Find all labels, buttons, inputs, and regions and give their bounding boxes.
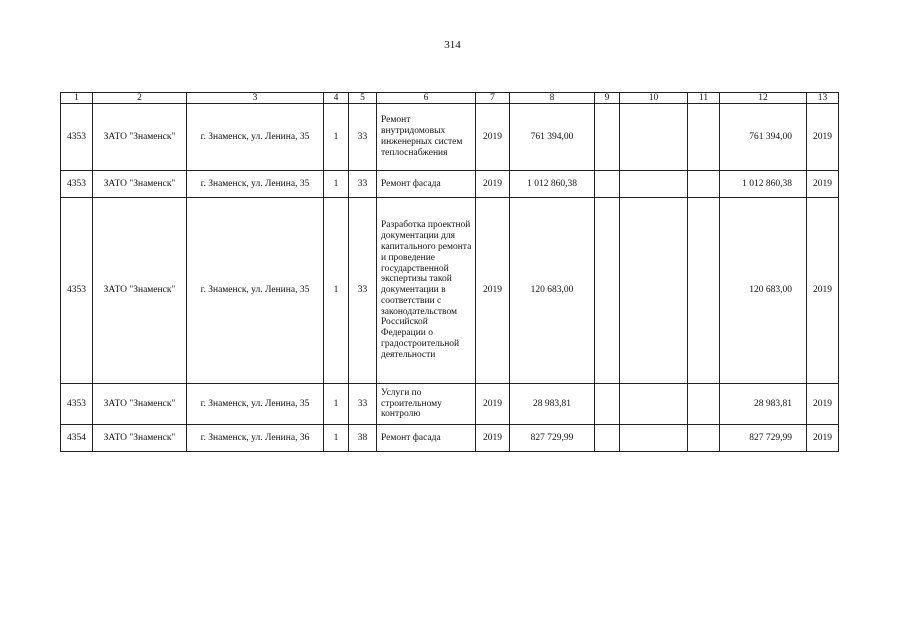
total-cell: 827 729,99 (720, 425, 807, 452)
address-cell: г. Знаменск, ул. Ленина, 36 (187, 425, 324, 452)
page-number: 314 (444, 39, 461, 51)
repair-registry-table (60, 92, 839, 452)
total-cell: 120 683,00 (720, 198, 807, 384)
col5-cell: 33 (349, 171, 377, 198)
table-row (61, 171, 839, 198)
column-header: 2 (93, 93, 187, 104)
year-cell: 2019 (476, 198, 510, 384)
row-id: 4353 (61, 384, 93, 425)
amount-cell: 1 012 860,38 (510, 171, 595, 198)
work-type-cell: Разработка проектной документации для капитального ремонта и проведение государственной экспертизы такой документации в соответствии с законодательством Российской Федерации о градостроительной деятельности (377, 198, 476, 384)
col9-cell (595, 198, 620, 384)
col4-cell: 1 (324, 198, 349, 384)
table-row (61, 425, 839, 452)
column-number-row (61, 93, 839, 104)
col11-cell (688, 198, 720, 384)
end-year-cell: 2019 (807, 425, 839, 452)
column-header: 3 (187, 93, 324, 104)
col4-cell: 1 (324, 425, 349, 452)
column-header: 13 (807, 93, 839, 104)
column-header: 12 (720, 93, 807, 104)
end-year-cell: 2019 (807, 198, 839, 384)
column-header: 7 (476, 93, 510, 104)
col11-cell (688, 104, 720, 171)
col5-cell: 38 (349, 425, 377, 452)
end-year-cell: 2019 (807, 171, 839, 198)
table-row (61, 104, 839, 171)
year-cell: 2019 (476, 171, 510, 198)
col5-cell: 33 (349, 198, 377, 384)
col4-cell: 1 (324, 384, 349, 425)
address-cell: г. Знаменск, ул. Ленина, 35 (187, 384, 324, 425)
work-type-cell: Ремонт фасада (377, 171, 476, 198)
col10-cell (620, 384, 688, 425)
col9-cell (595, 104, 620, 171)
amount-cell: 827 729,99 (510, 425, 595, 452)
year-cell: 2019 (476, 384, 510, 425)
end-year-cell: 2019 (807, 104, 839, 171)
row-id: 4354 (61, 425, 93, 452)
municipality-cell: ЗАТО "Знаменск" (93, 171, 187, 198)
column-header: 9 (595, 93, 620, 104)
column-header: 1 (61, 93, 93, 104)
end-year-cell: 2019 (807, 384, 839, 425)
col4-cell: 1 (324, 171, 349, 198)
total-cell: 1 012 860,38 (720, 171, 807, 198)
total-cell: 761 394,00 (720, 104, 807, 171)
municipality-cell: ЗАТО "Знаменск" (93, 425, 187, 452)
year-cell: 2019 (476, 104, 510, 171)
year-cell: 2019 (476, 425, 510, 452)
row-id: 4353 (61, 104, 93, 171)
col11-cell (688, 384, 720, 425)
amount-cell: 761 394,00 (510, 104, 595, 171)
col5-cell: 33 (349, 104, 377, 171)
col11-cell (688, 425, 720, 452)
municipality-cell: ЗАТО "Знаменск" (93, 104, 187, 171)
column-header: 6 (377, 93, 476, 104)
amount-cell: 28 983,81 (510, 384, 595, 425)
col4-cell: 1 (324, 104, 349, 171)
municipality-cell: ЗАТО "Знаменск" (93, 198, 187, 384)
col9-cell (595, 171, 620, 198)
row-id: 4353 (61, 198, 93, 384)
work-type-cell: Услуги по строительному контролю (377, 384, 476, 425)
column-header: 5 (349, 93, 377, 104)
municipality-cell: ЗАТО "Знаменск" (93, 384, 187, 425)
table-row (61, 384, 839, 425)
col9-cell (595, 384, 620, 425)
col10-cell (620, 198, 688, 384)
col5-cell: 33 (349, 384, 377, 425)
column-header: 10 (620, 93, 688, 104)
address-cell: г. Знаменск, ул. Ленина, 35 (187, 198, 324, 384)
address-cell: г. Знаменск, ул. Ленина, 35 (187, 104, 324, 171)
column-header: 11 (688, 93, 720, 104)
work-type-cell: Ремонт внутридомовых инженерных систем теплоснабжения (377, 104, 476, 171)
col10-cell (620, 171, 688, 198)
col9-cell (595, 425, 620, 452)
column-header: 8 (510, 93, 595, 104)
col10-cell (620, 104, 688, 171)
col11-cell (688, 171, 720, 198)
table-row (61, 198, 839, 384)
total-cell: 28 983,81 (720, 384, 807, 425)
work-type-cell: Ремонт фасада (377, 425, 476, 452)
column-header: 4 (324, 93, 349, 104)
amount-cell: 120 683,00 (510, 198, 595, 384)
row-id: 4353 (61, 171, 93, 198)
col10-cell (620, 425, 688, 452)
address-cell: г. Знаменск, ул. Ленина, 35 (187, 171, 324, 198)
